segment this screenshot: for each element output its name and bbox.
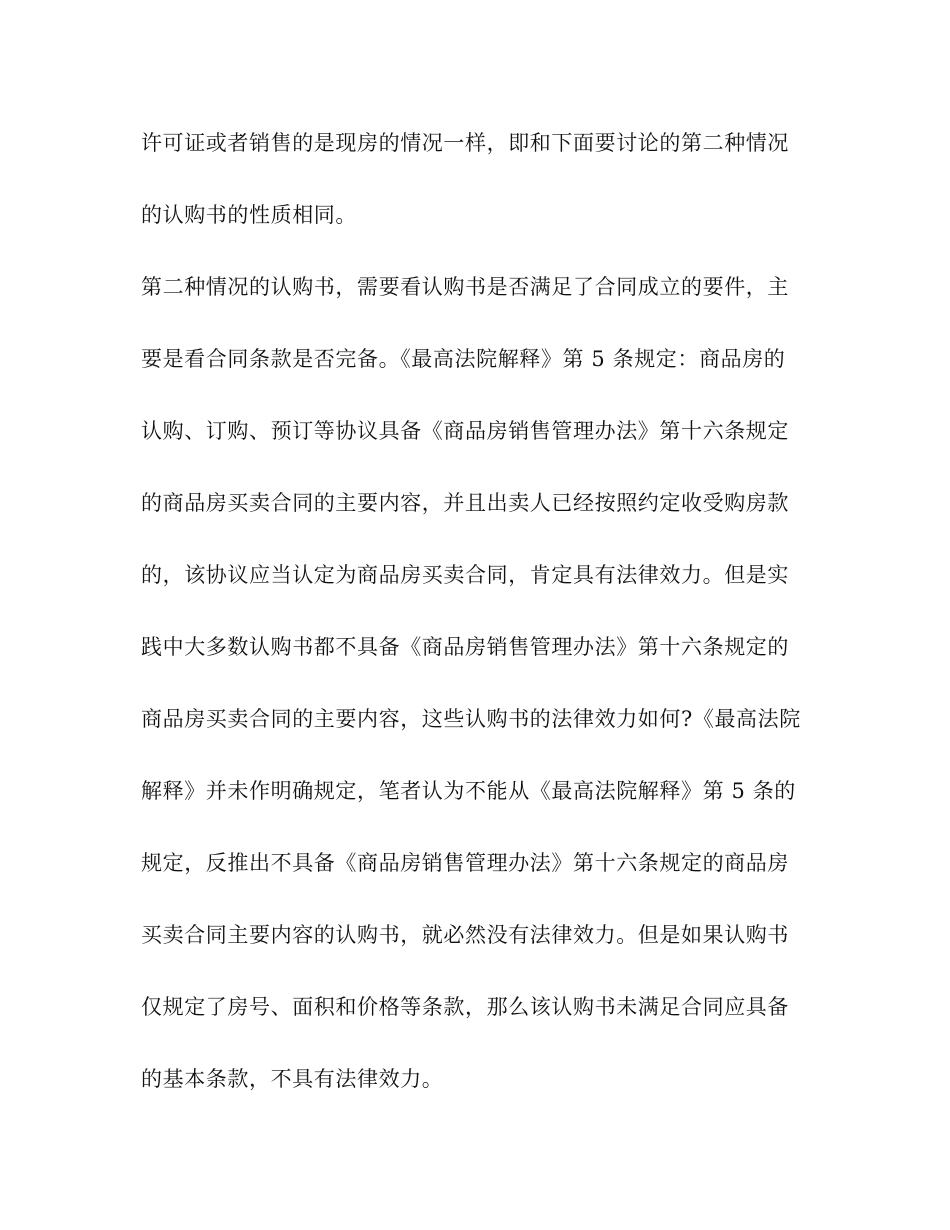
text-line: 规定，反推出不具备《商品房销售管理办法》第十六条规定的商品房 bbox=[141, 851, 789, 875]
text-line: 践中大多数认购书都不具备《商品房销售管理办法》第十六条规定的 bbox=[141, 635, 789, 659]
text-line: 的商品房买卖合同的主要内容，并且出卖人已经按照约定收受购房款 bbox=[141, 491, 789, 515]
text-line: 要是看合同条款是否完备。《最高法院解释》第 5 条规定：商品房的 bbox=[141, 347, 786, 371]
text-line: 认购、订购、预订等协议具备《商品房销售管理办法》第十六条规定 bbox=[141, 419, 789, 443]
text-line: 仅规定了房号、面积和价格等条款，那么该认购书未满足合同应具备 bbox=[141, 995, 789, 1019]
text-line: 解释》并未作明确规定，笔者认为不能从《最高法院解释》第 5 条的 bbox=[141, 779, 796, 803]
text-line: 的，该协议应当认定为商品房买卖合同，肯定具有法律效力。但是实 bbox=[141, 563, 789, 587]
text-line: 买卖合同主要内容的认购书，就必然没有法律效力。但是如果认购书 bbox=[141, 923, 789, 947]
text-line: 第二种情况的认购书，需要看认购书是否满足了合同成立的要件，主 bbox=[141, 275, 789, 299]
text-line: 许可证或者销售的是现房的情况一样，即和下面要讨论的第二种情况 bbox=[141, 131, 789, 155]
text-line: 商品房买卖合同的主要内容，这些认购书的法律效力如何?《最高法院 bbox=[141, 707, 801, 731]
text-line: 的基本条款，不具有法律效力。 bbox=[141, 1067, 444, 1091]
text-line: 的认购书的性质相同。 bbox=[141, 203, 357, 227]
